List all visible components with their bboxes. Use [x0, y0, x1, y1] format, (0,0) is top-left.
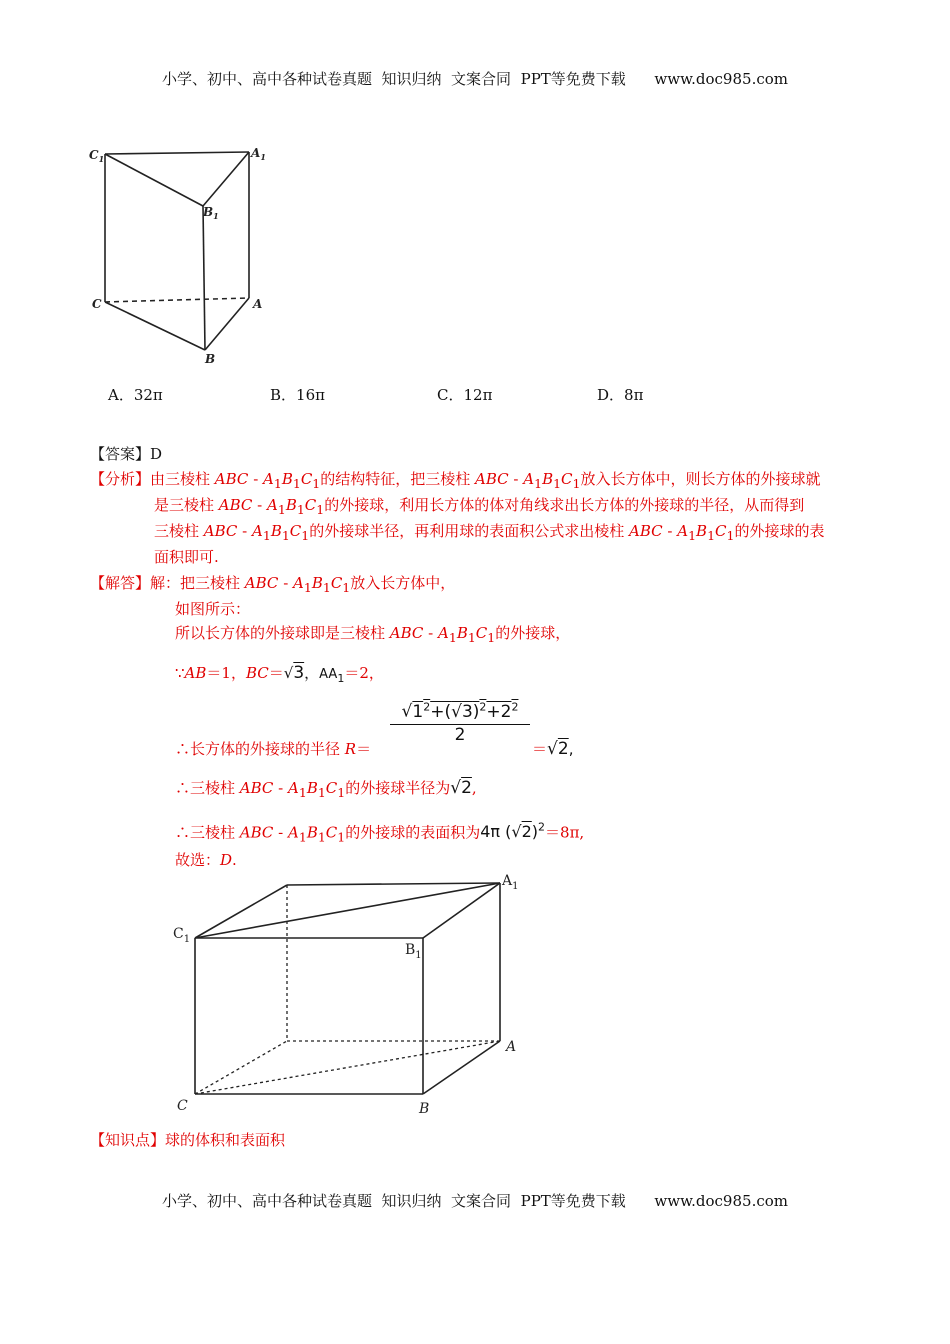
edge-c1-b1: [105, 154, 203, 206]
analysis-line-4: 面积即可.: [154, 548, 219, 566]
analysis-line-1: 【分析】由三棱柱 ABC - $A_1B_1C_1$的结构特征，把三棱柱 ABC - $A_1B_1C_1$放入长方体中，则长方体的外接球就: [90, 470, 821, 491]
fraction-numerator: $√1^2+(√3)^2+2^2$: [401, 700, 519, 722]
solution-line-2: 如图所示：: [175, 600, 251, 618]
analysis-line-3: 三棱柱 ABC - $A_1B_1C_1$的外接球半径，再利用球的表面积公式求出棱柱 ABC - $A_1B_1C_1$的外接球的表: [154, 522, 825, 543]
edge-b1-b: [203, 206, 205, 350]
solution-line-6: ∴三棱柱 ABC - $A_1B_1C_1$的外接球半径为√2,: [175, 778, 477, 800]
edge-c1-a1: [105, 152, 249, 154]
label-a: A: [506, 1039, 517, 1055]
edge-b-a: [423, 1041, 500, 1094]
label-b1: $B_1$: [405, 942, 422, 961]
diagonal-c-a: [195, 1041, 500, 1094]
label-b1: $B_1$: [203, 205, 219, 221]
solution-tag: 【解答】: [90, 574, 151, 592]
label-a1: $A_1$: [502, 873, 519, 892]
option-c[interactable]: C．12π: [437, 386, 493, 404]
knowledge-tag: 【知识点】: [90, 1131, 166, 1149]
knowledge-line: 【知识点】球的体积和表面积: [90, 1131, 286, 1149]
solution-line-7: ∴三棱柱 ABC - $A_1B_1C_1$的外接球的表面积为4π $(√2)^2=8\pi$,: [175, 821, 585, 845]
page-footer: 小学、初中、高中各种试卷真题 知识归纳 文案合同 PPT等免费下载 www.doc985.com: [161, 1192, 788, 1210]
solution-line-5: ∴长方体的外接球的半径 R＝: [175, 740, 372, 758]
radius-fraction: [390, 700, 530, 745]
answer-line: 【答案】D: [90, 445, 163, 463]
solution-line-8: 故选：D.: [175, 851, 237, 869]
hidden-edge-c-back: [195, 1041, 287, 1094]
edge-top-back-a1: [287, 883, 500, 885]
radius-result: ＝√2,: [532, 739, 574, 759]
label-a1: $A_1$: [251, 146, 266, 162]
solution-line-1: 【解答】解：把三棱柱 ABC - $A_1B_1C_1$放入长方体中，: [90, 574, 456, 595]
label-c1: $C_1$: [173, 926, 191, 945]
edge-a1-b1: [203, 152, 249, 206]
solution-line-4: ∵AB＝1，BC＝√3，$AA_1=2$，: [175, 663, 384, 685]
analysis-tag: 【分析】: [90, 470, 151, 488]
label-b: B: [419, 1101, 430, 1117]
page-header: 小学、初中、高中各种试卷真题 知识归纳 文案合同 PPT等免费下载 www.doc985.com: [161, 70, 788, 88]
edge-b1-a1: [423, 883, 500, 938]
cuboid-figure: [165, 866, 535, 1126]
label-c: C: [177, 1098, 188, 1114]
analysis-line-2: 是三棱柱 ABC - $A_1B_1C_1$的外接球，利用长方体的体对角线求出长方体的外接球的半径，从而得到: [154, 496, 805, 517]
edge-c-b: [105, 302, 205, 350]
fraction-denominator: 2: [454, 724, 466, 745]
label-c1: $C_1$: [89, 148, 105, 164]
prism-figure: [85, 140, 285, 375]
solution-line-3: 所以长方体的外接球即是三棱柱 ABC - $A_1B_1C_1$的外接球，: [175, 624, 571, 645]
option-a[interactable]: A．32π: [108, 386, 163, 404]
edge-a-b: [205, 298, 249, 350]
option-d[interactable]: D．8π: [597, 386, 644, 404]
label-c: C: [92, 297, 102, 311]
label-a: A: [253, 297, 263, 311]
edge-c-a-hidden: [105, 298, 249, 302]
option-b[interactable]: B．16π: [270, 386, 325, 404]
diagonal-c1-a1: [195, 883, 500, 938]
label-b: B: [205, 352, 216, 366]
